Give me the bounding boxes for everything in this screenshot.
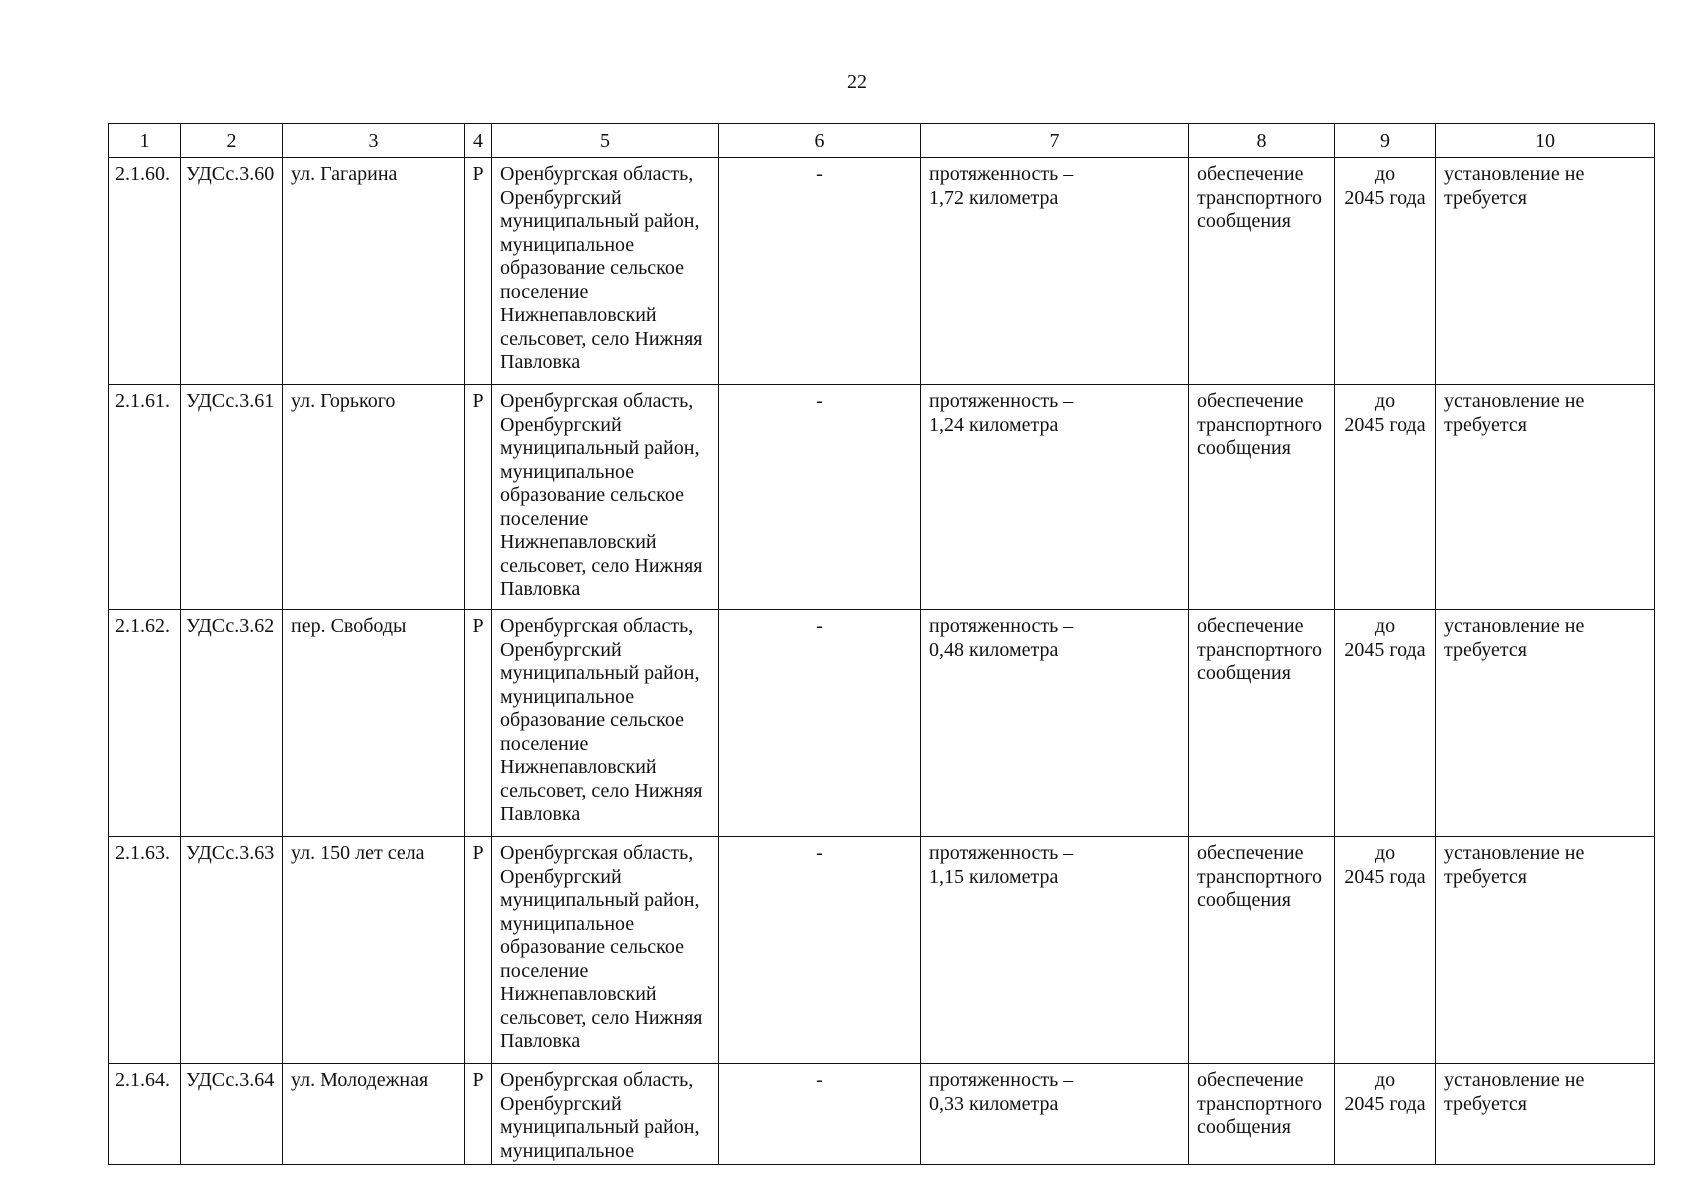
status-cell: Р xyxy=(465,837,492,1064)
status-cell: Р xyxy=(465,610,492,837)
length-cell: протяженность – 0,33 километра xyxy=(921,1064,1189,1165)
table-row xyxy=(109,158,1655,385)
address-cell: Оренбургская область, Оренбургский муниципальный район, муниципальное образование сельское поселение Нижнепавловский сельсовет, село Нижняя Павловка xyxy=(492,837,719,1064)
table-header-row xyxy=(109,124,1655,158)
term-cell: до 2045 года xyxy=(1335,610,1436,837)
address-cell: Оренбургская область, Оренбургский муниципальный район, муниципальное xyxy=(492,1064,719,1165)
street-name-cell: ул. Молодежная xyxy=(283,1064,465,1165)
term-cell: до 2045 года xyxy=(1335,385,1436,610)
purpose-cell: обеспечение транспортного сообщения xyxy=(1189,1064,1335,1165)
length-cell: протяженность – 1,24 километра xyxy=(921,385,1189,610)
purpose-cell: обеспечение транспортного сообщения xyxy=(1189,385,1335,610)
header-col-8: 8 xyxy=(1189,124,1335,158)
zone-cell: установление не требуется xyxy=(1436,158,1655,385)
purpose-cell: обеспечение транспортного сообщения xyxy=(1189,158,1335,385)
col6-cell: - xyxy=(719,1064,921,1165)
table-row xyxy=(109,837,1655,1064)
zone-cell: установление не требуется xyxy=(1436,1064,1655,1165)
term-cell: до 2045 года xyxy=(1335,837,1436,1064)
header-col-6: 6 xyxy=(719,124,921,158)
object-code-cell: УДСс.3.62 xyxy=(181,610,283,837)
header-col-7: 7 xyxy=(921,124,1189,158)
status-cell: Р xyxy=(465,158,492,385)
purpose-cell: обеспечение транспортного сообщения xyxy=(1189,837,1335,1064)
zone-cell: установление не требуется xyxy=(1436,385,1655,610)
col6-cell: - xyxy=(719,837,921,1064)
object-code-cell: УДСс.3.61 xyxy=(181,385,283,610)
header-col-4: 4 xyxy=(465,124,492,158)
document-table xyxy=(108,123,1655,1165)
col6-cell: - xyxy=(719,610,921,837)
row-number-cell: 2.1.61. xyxy=(109,385,181,610)
length-cell: протяженность – 0,48 километра xyxy=(921,610,1189,837)
street-name-cell: ул. Горького xyxy=(283,385,465,610)
term-cell: до 2045 года xyxy=(1335,158,1436,385)
address-cell: Оренбургская область, Оренбургский муниципальный район, муниципальное образование сельское поселение Нижнепавловский сельсовет, село Нижняя Павловка xyxy=(492,610,719,837)
street-name-cell: ул. 150 лет села xyxy=(283,837,465,1064)
address-cell: Оренбургская область, Оренбургский муниципальный район, муниципальное образование сельское поселение Нижнепавловский сельсовет, село Нижняя Павловка xyxy=(492,385,719,610)
page-number: 22 xyxy=(847,71,867,93)
term-cell: до 2045 года xyxy=(1335,1064,1436,1165)
header-col-5: 5 xyxy=(492,124,719,158)
zone-cell: установление не требуется xyxy=(1436,610,1655,837)
purpose-cell: обеспечение транспортного сообщения xyxy=(1189,610,1335,837)
row-number-cell: 2.1.63. xyxy=(109,837,181,1064)
table-row xyxy=(109,1064,1655,1165)
header-col-1: 1 xyxy=(109,124,181,158)
row-number-cell: 2.1.64. xyxy=(109,1064,181,1165)
row-number-cell: 2.1.60. xyxy=(109,158,181,385)
length-cell: протяженность – 1,72 километра xyxy=(921,158,1189,385)
street-name-cell: ул. Гагарина xyxy=(283,158,465,385)
header-col-3: 3 xyxy=(283,124,465,158)
status-cell: Р xyxy=(465,1064,492,1165)
address-cell: Оренбургская область, Оренбургский муниципальный район, муниципальное образование сельское поселение Нижнепавловский сельсовет, село Нижняя Павловка xyxy=(492,158,719,385)
table-row xyxy=(109,385,1655,610)
header-col-2: 2 xyxy=(181,124,283,158)
object-code-cell: УДСс.3.63 xyxy=(181,837,283,1064)
status-cell: Р xyxy=(465,385,492,610)
street-name-cell: пер. Свободы xyxy=(283,610,465,837)
col6-cell: - xyxy=(719,158,921,385)
row-number-cell: 2.1.62. xyxy=(109,610,181,837)
header-col-10: 10 xyxy=(1436,124,1655,158)
zone-cell: установление не требуется xyxy=(1436,837,1655,1064)
table-row xyxy=(109,610,1655,837)
header-col-9: 9 xyxy=(1335,124,1436,158)
object-code-cell: УДСс.3.60 xyxy=(181,158,283,385)
col6-cell: - xyxy=(719,385,921,610)
object-code-cell: УДСс.3.64 xyxy=(181,1064,283,1165)
length-cell: протяженность – 1,15 километра xyxy=(921,837,1189,1064)
